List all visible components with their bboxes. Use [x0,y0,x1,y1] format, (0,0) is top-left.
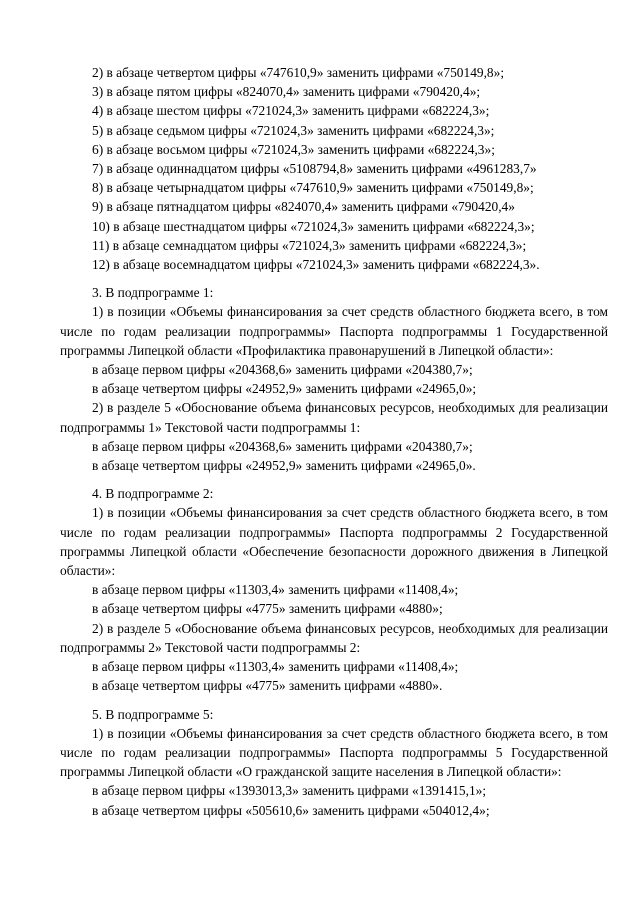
list-item: 12) в абзаце восемнадцатом цифры «721024,3» заменить цифрами «682224,3». [92,257,540,273]
list-item: 5) в абзаце седьмом цифры «721024,3» заменить цифрами «682224,3»; [92,122,495,138]
paragraph: в абзаце четвертом цифры «505610,6» заменить цифрами «504012,4»; [92,802,490,818]
list-item: 9) в абзаце пятнадцатом цифры «824070,4» заменить цифрами «790420,4» [92,199,515,215]
list-item: 3) в абзаце пятом цифры «824070,4» заменить цифрами «790420,4»; [92,84,481,100]
paragraph: 2) в разделе 5 «Обоснование объема финансовых ресурсов, необходимых для реализации подпрограммы 1» Текстовой части подпрограммы 1: [60,400,608,435]
list-item: 7) в абзаце одиннадцатом цифры «5108794,8» заменить цифрами «4961283,7» [92,161,537,177]
list-item: 10) в абзаце шестнадцатом цифры «721024,3» заменить цифрами «682224,3»; [92,218,535,234]
section-heading: 3. В подпрограмме 1: [92,285,214,301]
paragraph: в абзаце четвертом цифры «4775» заменить цифрами «4880». [92,678,443,694]
amendment-list-continued [60,63,608,274]
list-item: 8) в абзаце четырнадцатом цифры «747610,9» заменить цифрами «750149,8»; [92,180,534,196]
section-spacer [60,274,608,283]
section-spacer [60,696,608,705]
section-4 [60,484,608,695]
section-heading: 5. В подпрограмме 5: [92,706,214,722]
paragraph: в абзаце первом цифры «11303,4» заменить цифрами «11408,4»; [92,582,459,598]
paragraph: в абзаце четвертом цифры «24952,9» заменить цифрами «24965,0»; [92,381,477,397]
list-item: 4) в абзаце шестом цифры «721024,3» заменить цифрами «682224,3»; [92,103,490,119]
list-item: 2) в абзаце четвертом цифры «747610,9» заменить цифрами «750149,8»; [92,65,505,80]
paragraph: в абзаце четвертом цифры «4775» заменить цифрами «4880»; [92,601,443,617]
document-page [60,63,608,820]
paragraph: в абзаце первом цифры «11303,4» заменить цифрами «11408,4»; [92,659,459,675]
paragraph: в абзаце четвертом цифры «24952,9» заменить цифрами «24965,0». [92,458,476,474]
paragraph: 1) в позиции «Объемы финансирования за счет средств областного бюджета всего, в том числе по годам реализации подпрограммы» Паспорта подпрограммы 5 Государственной программы Липецкой области «О гражданской защите населения в Липецкой области»: [60,725,608,780]
section-3 [60,283,608,475]
section-5 [60,705,608,820]
list-item: 6) в абзаце восьмом цифры «721024,3» заменить цифрами «682224,3»; [92,141,495,157]
paragraph: 1) в позиции «Объемы финансирования за счет средств областного бюджета всего, в том числе по годам реализации подпрограммы» Паспорта подпрограммы 2 Государственной программы Липецкой области «Обеспечение безопасности дорожного движения в Липецкой области»: [60,505,608,579]
paragraph: 1) в позиции «Объемы финансирования за счет средств областного бюджета всего, в том числе по годам реализации подпрограммы» Паспорта подпрограммы 1 Государственной программы Липецкой области «Профилактика правонарушений в Липецкой области»: [60,304,608,358]
section-spacer [60,475,608,484]
paragraph: 2) в разделе 5 «Обоснование объема финансовых ресурсов, необходимых для реализации подпрограммы 2» Текстовой части подпрограммы 2: [60,620,608,655]
section-heading: 4. В подпрограмме 2: [92,486,214,502]
list-item: 11) в абзаце семнадцатом цифры «721024,3» заменить цифрами «682224,3»; [92,237,527,253]
paragraph: в абзаце первом цифры «1393013,3» заменить цифрами «1391415,1»; [92,783,487,799]
paragraph: в абзаце первом цифры «204368,6» заменить цифрами «204380,7»; [92,362,473,378]
paragraph: в абзаце первом цифры «204368,6» заменить цифрами «204380,7»; [92,438,473,454]
